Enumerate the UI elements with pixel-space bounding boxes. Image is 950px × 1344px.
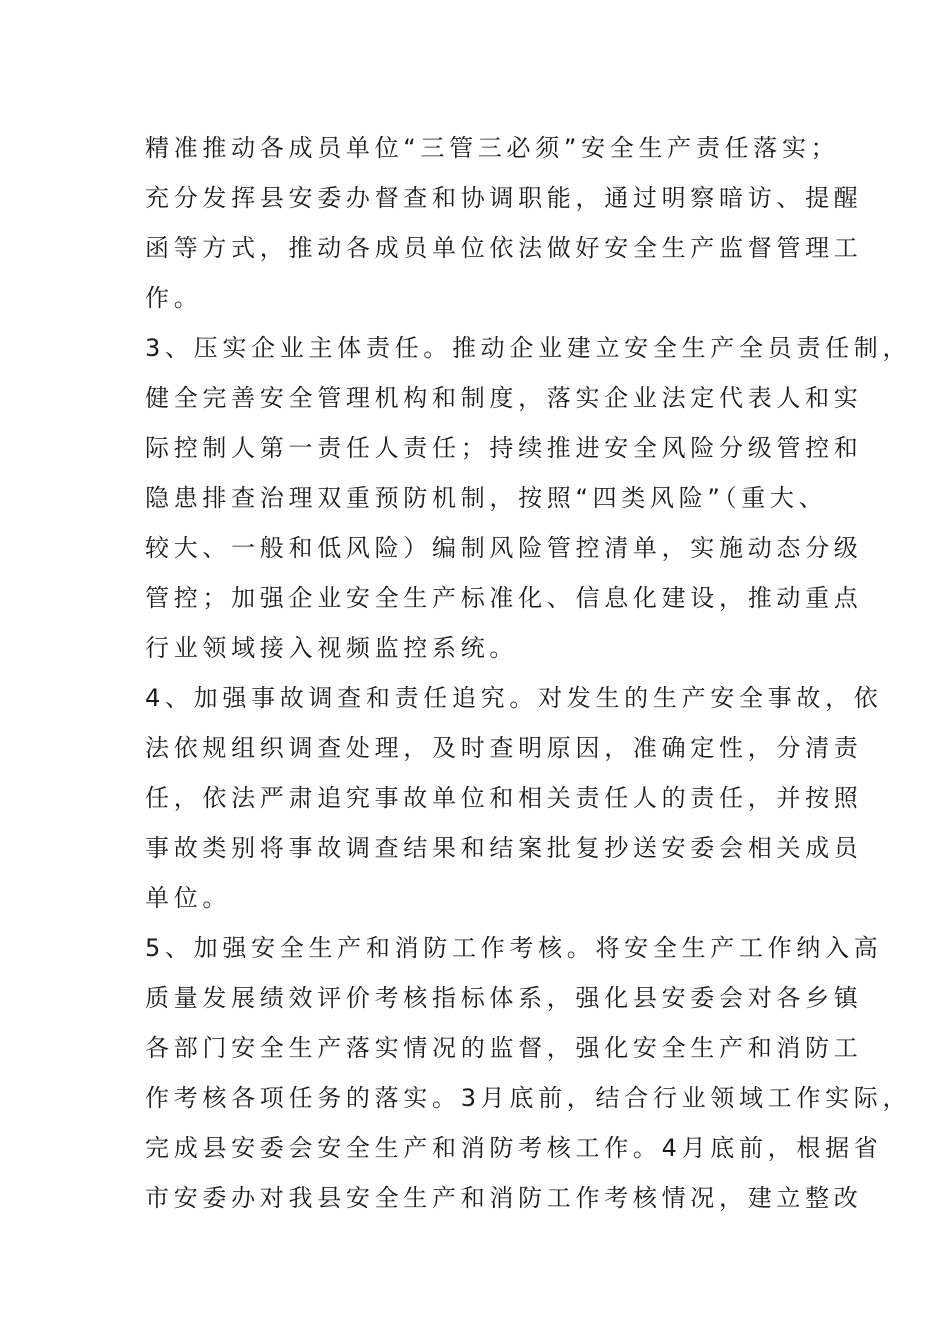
text-line: 任，依法严肃追究事故单位和相关责任人的责任，并按照 [145,784,863,812]
body-text [145,123,912,1223]
text-line: 管控；加强企业安全生产标准化、信息化建设，推动重点 [145,584,863,612]
text-line: 4、加强事故调查和责任追究。对发生的生产安全事故，依 [145,684,883,712]
text-line: 健全完善安全管理机构和制度，落实企业法定代表人和实 [145,384,863,412]
text-line: 法依规组织调查处理，及时查明原因，准确定性，分清责 [145,734,863,762]
text-line: 函等方式，推动各成员单位依法做好安全生产监督管理工 [145,234,863,262]
text-line: 单位。 [145,884,232,912]
text-line: 际控制人第一责任人责任；持续推进安全风险分级管控和 [145,434,863,462]
text-line: 隐患排查治理双重预防机制，按照“四类风险”（重大、 [145,484,828,512]
text-line: 市安委办对我县安全生产和消防工作考核情况，建立整改 [145,1184,863,1212]
text-line: 各部门安全生产落实情况的监督，强化安全生产和消防工 [145,1034,863,1062]
text-line: 3、压实企业主体责任。推动企业建立安全生产全员责任制， [145,334,912,362]
text-line: 精准推动各成员单位“三管三必须”安全生产责任落实； [145,134,840,162]
text-line: 较大、一般和低风险）编制风险管控清单，实施动态分级 [145,534,863,562]
text-line: 行业领域接入视频监控系统。 [145,634,519,662]
text-line: 完成县安委会安全生产和消防考核工作。4月底前，根据省 [145,1134,883,1162]
text-line: 事故类别将事故调查结果和结案批复抄送安委会相关成员 [145,834,863,862]
text-line: 5、加强安全生产和消防工作考核。将安全生产工作纳入高 [145,934,883,962]
text-line: 作。 [145,284,203,312]
text-line: 作考核各项任务的落实。3月底前，结合行业领域工作实际， [145,1084,912,1112]
text-line: 质量发展绩效评价考核指标体系，强化县安委会对各乡镇 [145,984,863,1012]
text-line: 充分发挥县安委办督查和协调职能，通过明察暗访、提醒 [145,184,863,212]
